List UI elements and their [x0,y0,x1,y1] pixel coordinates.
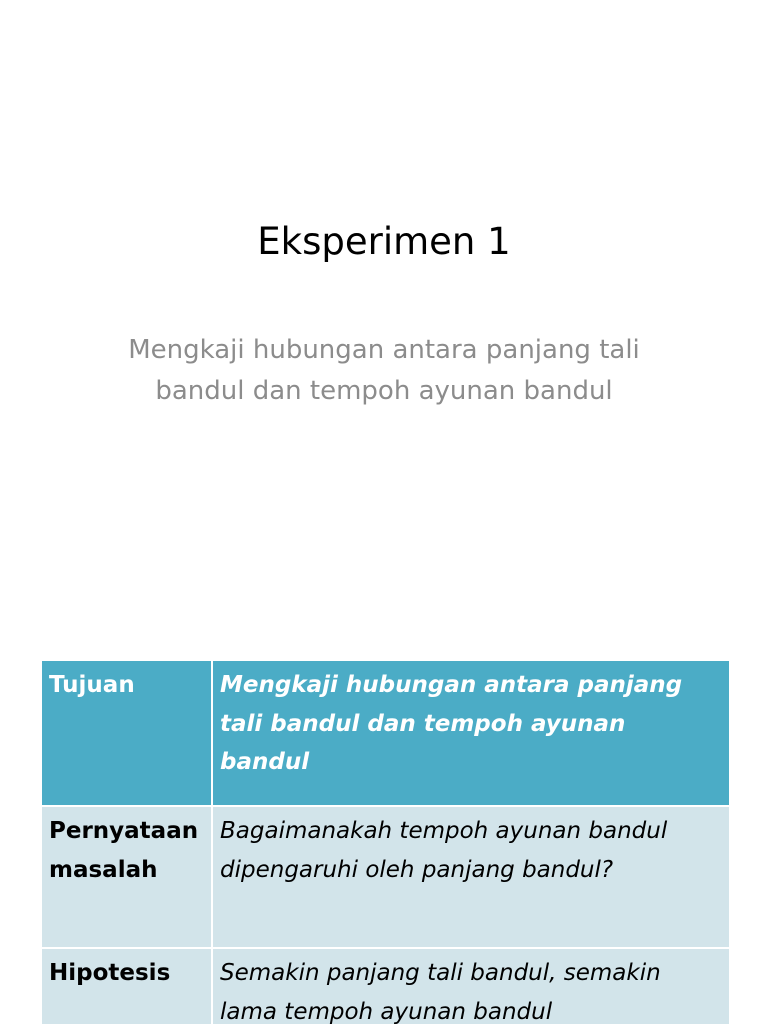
slide-title: Eksperimen 1 [257,220,511,263]
row-value: Semakin panjang tali bandul, semakin lama tempoh ayunan bandul [212,948,730,1024]
row-value: Mengkaji hubungan antara panjang tali bandul dan tempoh ayunan bandul [212,660,730,806]
table-row-pernyataan-masalah [41,806,730,948]
table-row-tujuan [41,660,730,806]
experiment-table [40,659,731,1024]
row-label: Tujuan [41,660,212,806]
table-row-hipotesis [41,948,730,1024]
slide-subtitle: Mengkaji hubungan antara panjang tali bandul dan tempoh ayunan bandul [128,335,640,406]
row-value: Bagaimanakah tempoh ayunan bandul dipengaruhi oleh panjang bandul? [212,806,730,948]
row-label: Hipotesis [41,948,212,1024]
row-label: Pernyataan masalah [41,806,212,948]
